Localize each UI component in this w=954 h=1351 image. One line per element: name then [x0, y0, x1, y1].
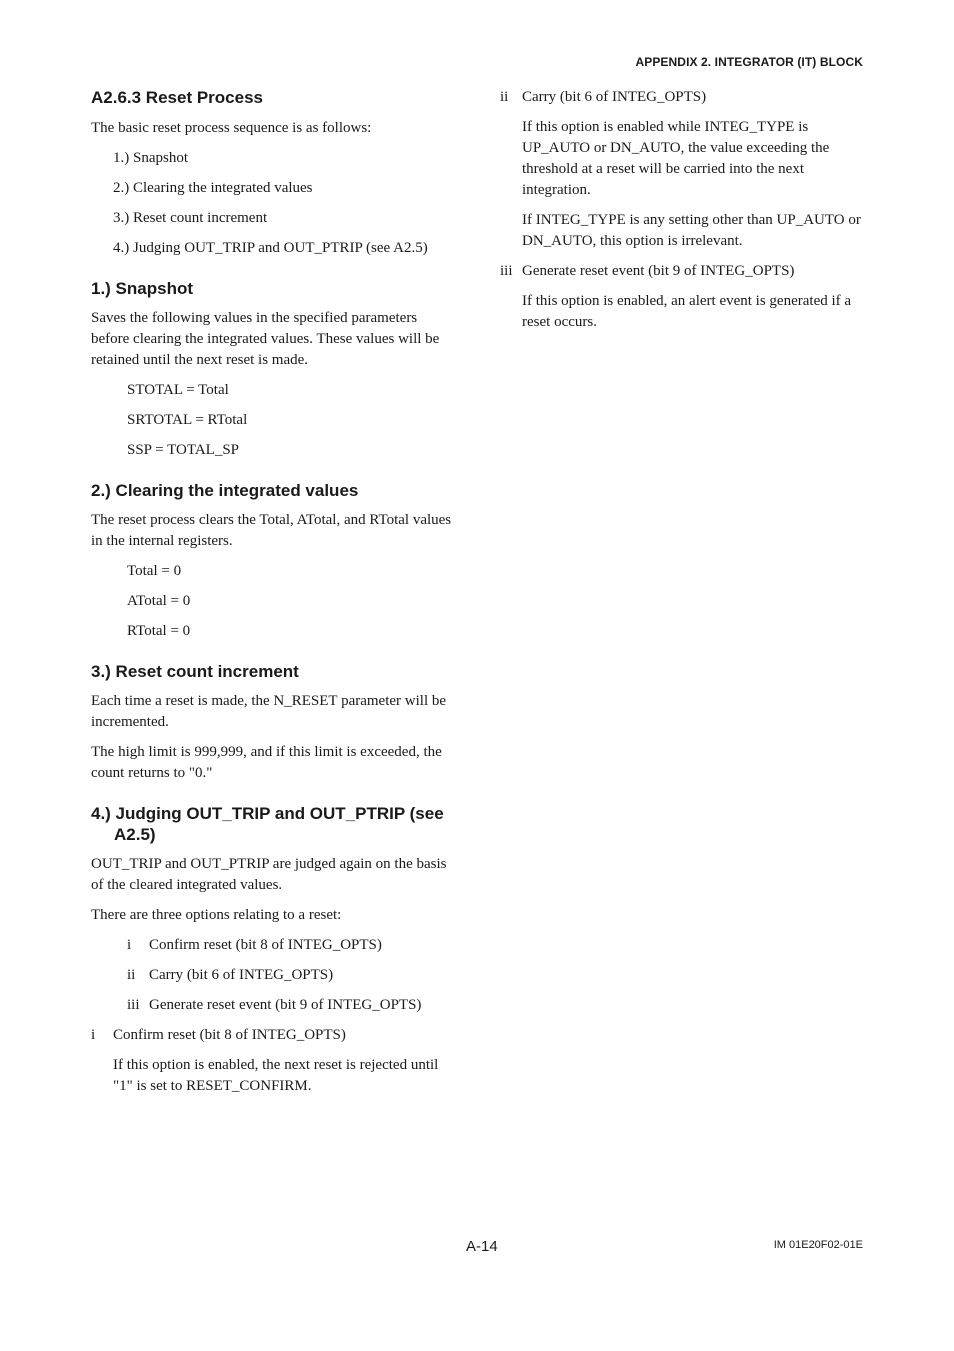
option-detail-body: If INTEG_TYPE is any setting other than UP_AUTO or DN_AUTO, this option is irrelevant.: [522, 212, 861, 249]
option-number: i: [91, 1027, 96, 1043]
clearing-heading: 2.) Clearing the integrated values: [91, 481, 359, 500]
equation: RTotal = 0: [127, 623, 191, 639]
equation: SRTOTAL = RTotal: [127, 412, 248, 428]
snapshot-heading: 1.) Snapshot: [91, 279, 194, 298]
step-item: 2.) Clearing the integrated values: [113, 180, 313, 196]
clearing-body: The reset process clears the Total, ATotal, and RTotal values in the internal registers.: [91, 512, 452, 549]
judging-options-intro: There are three options relating to a reset:: [91, 907, 342, 923]
option-text: Carry (bit 6 of INTEG_OPTS): [149, 967, 334, 983]
option-text: Confirm reset (bit 8 of INTEG_OPTS): [149, 937, 382, 953]
option-number: ii: [127, 967, 136, 983]
option-item: [127, 935, 456, 956]
option-detail-heading: [91, 1025, 456, 1046]
running-header: APPENDIX 2. INTEGRATOR (IT) BLOCK: [635, 55, 863, 69]
option-item: [127, 995, 456, 1016]
option-number: iii: [500, 263, 513, 279]
option-number: ii: [500, 89, 509, 105]
judging-heading: 4.) Judging OUT_TRIP and OUT_PTRIP (see A2.5): [91, 804, 444, 844]
step-item: 1.) Snapshot: [113, 150, 188, 166]
reset-count-heading: 3.) Reset count increment: [91, 662, 299, 681]
option-text: Carry (bit 6 of INTEG_OPTS): [522, 89, 707, 105]
intro-text: The basic reset process sequence is as follows:: [91, 120, 372, 136]
option-text: Generate reset event (bit 9 of INTEG_OPTS): [522, 263, 795, 279]
option-detail-body: If this option is enabled while INTEG_TYPE is UP_AUTO or DN_AUTO, the value exceeding the threshold at a reset will be carried into the next integration.: [522, 119, 830, 198]
reset-count-limit: The high limit is 999,999, and if this limit is exceeded, the count returns to "0.": [91, 744, 442, 781]
equation: STOTAL = Total: [127, 382, 229, 398]
left-column: [91, 87, 456, 1106]
option-text: Generate reset event (bit 9 of INTEG_OPTS): [149, 997, 422, 1013]
page-number: A-14: [466, 1238, 498, 1255]
option-item: [127, 965, 456, 986]
option-detail-heading: [500, 261, 865, 282]
judging-body: OUT_TRIP and OUT_PTRIP are judged again on the basis of the cleared integrated values.: [91, 856, 447, 893]
step-item: 3.) Reset count increment: [113, 210, 268, 226]
equation: Total = 0: [127, 563, 182, 579]
document-number: IM 01E20F02-01E: [773, 1239, 863, 1251]
option-detail-body: If this option is enabled, the next reset is rejected until "1" is set to RESET_CONFIRM.: [113, 1057, 439, 1094]
reset-count-body: Each time a reset is made, the N_RESET parameter will be incremented.: [91, 693, 447, 730]
equation: SSP = TOTAL_SP: [127, 442, 240, 458]
right-column: [500, 87, 865, 342]
option-text: Confirm reset (bit 8 of INTEG_OPTS): [113, 1027, 346, 1043]
option-number: i: [127, 937, 132, 953]
option-detail-body: If this option is enabled, an alert event is generated if a reset occurs.: [522, 293, 852, 330]
option-number: iii: [127, 997, 140, 1013]
option-detail-heading: [500, 87, 865, 108]
step-item: 4.) Judging OUT_TRIP and OUT_PTRIP (see A2.5): [113, 240, 428, 256]
snapshot-body: Saves the following values in the specified parameters before clearing the integrated values. These values will be retained until the next reset is made.: [91, 310, 440, 368]
section-title: A2.6.3 Reset Process: [91, 88, 263, 107]
equation: ATotal = 0: [127, 593, 191, 609]
